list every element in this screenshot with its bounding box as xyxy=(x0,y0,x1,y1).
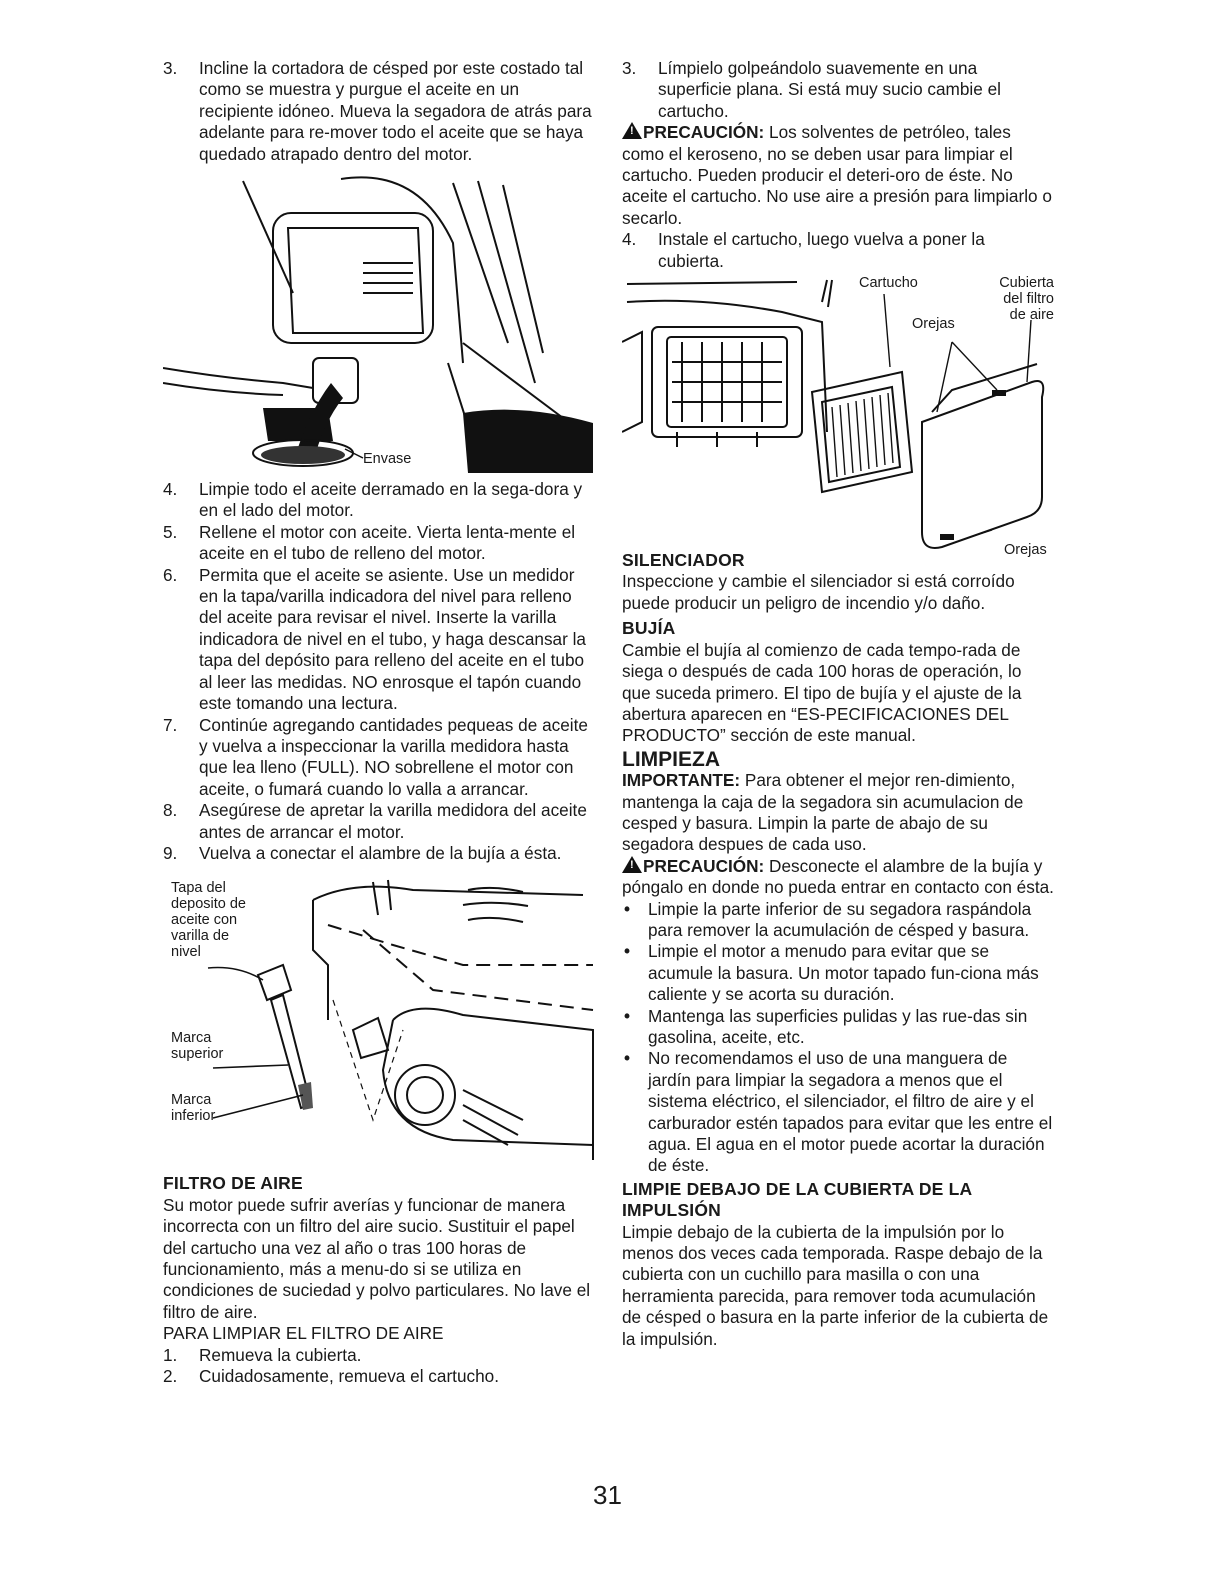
important-note: IMPORTANTE: Para obtener el mejor ren-dimiento, mantenga la caja de la segadora sin acumulacion de cesped y basura. Limpin la parte de abajo de su segadora despues de cada uso. xyxy=(622,770,1024,855)
oil-drain-drawing xyxy=(163,173,595,473)
label-air-filter-cover: Cubierta del filtro de aire xyxy=(999,275,1054,324)
step-item: 6. Permita que el aceite se asiente. Use un medidor en la tapa/varilla indicadora del nivel para relleno del aceite para revisar el nivel. Inserte la varilla indicadora de nivel en el tubo, y haga descansar la tapa del depósito para relleno del aceite en el tubo al leer las medidas. NO enrosque el tapón cuando este tomando una lectura. xyxy=(163,564,586,714)
air-filter-subheading: PARA LIMPIAR EL FILTRO DE AIRE xyxy=(163,1323,444,1344)
air-filter-text: Su motor puede sufrir averías y funcionar de manera incorrecta con un filtro del aire sucio. Sustituir el papel del cartucho una vez al año o tras 100 horas de funcionamiento, más a menu-do si se utiliza en condiciones de suciedad y polvo particulares. No lave el filtro de aire. xyxy=(163,1194,591,1322)
warning-icon xyxy=(622,122,642,139)
muffler-text: Inspeccione y cambie el silenciador si está corroído puede producir un peligro de incendio y/o daño. xyxy=(622,571,1015,613)
caution-disconnect: !PRECAUCIÓN: Desconecte el alambre de la bujía y póngalo en donde no pueda entrar en contacto con ésta. xyxy=(622,856,1054,899)
list-item: • Limpie el motor a menudo para evitar que se acumule la basura. Un motor tapado fun-ciona más caliente y se acorta su duración. xyxy=(624,941,1039,1005)
step-item: 1. Remueva la cubierta. xyxy=(163,1344,362,1365)
label-cartridge: Cartucho xyxy=(859,275,918,292)
list-item: • Limpie la parte inferior de su segadora raspándola para remover la acumulación de césped y basura. xyxy=(624,898,1032,940)
label-tabs-bottom: Orejas xyxy=(1004,542,1047,559)
label-lower-mark: Marca inferior xyxy=(171,1092,216,1125)
step-3-clean: 3. Límpielo golpeándolo suavemente en una superficie plana. Si está muy sucio cambie el cartucho. xyxy=(622,58,1001,121)
dipstick-illustration xyxy=(163,870,595,1170)
muffler-heading: SILENCIADOR xyxy=(622,550,745,571)
spark-plug-text: Cambie el bujía al comienzo de cada tempo-rada de siega o después de cada 100 horas de operación, lo que suceda primero. El tipo de bujía y el ajuste de la abertura aparecen en “ES-PECIFICACIONES DEL PRODUCTO” sección de este manual. xyxy=(622,639,1022,746)
label-upper-mark: Marca superior xyxy=(171,1030,224,1063)
steps-4-9 xyxy=(163,479,595,864)
spark-plug-section xyxy=(622,618,1054,746)
page-number: 31 xyxy=(593,1480,622,1510)
drive-cover-heading: LIMPIE DEBAJO DE LA CUBIERTA DE LA IMPULSIÓN xyxy=(622,1178,972,1221)
step-item: 8. Asegúrese de apretar la varilla medidora del aceite antes de arrancar el motor. xyxy=(163,800,587,842)
step-4-install: 4. Instale el cartucho, luego vuelva a poner la cubierta. xyxy=(622,229,985,271)
label-oil-cap: Tapa del deposito de aceite con varilla de nivel xyxy=(171,880,246,961)
air-filter-illustration xyxy=(622,272,1054,558)
step-item: 4. Limpie todo el aceite derramado en la sega-dora y en el lado del motor. xyxy=(163,479,583,521)
left-column xyxy=(163,58,595,1387)
drive-cover-section xyxy=(622,1179,1054,1350)
list-item: • No recomendamos el uso de una manguera de jardín para limpiar la segadora a menos que el sistema eléctrico, el silenciador, el filtro de aire y el carburador estén tapados para evitar que les entre el agua. El agua en el motor puede acortar la duración de éste. xyxy=(624,1048,1053,1176)
cleaning-section xyxy=(622,749,1054,1177)
step-3-tilt: 3. Incline la cortadora de césped por este costado tal como se muestra y purgue el aceite en un recipiente idóneo. Mueva la segadora de atrás para adelante para re-mover todo el aceite que se haya quedado atrapado dentro del motor. xyxy=(163,58,592,164)
right-column xyxy=(622,58,1054,1350)
label-tabs-top: Orejas xyxy=(912,316,955,333)
muffler-section xyxy=(622,550,1054,614)
oil-drain-illustration xyxy=(163,173,595,473)
air-filter-section xyxy=(163,1173,595,1387)
step-item: 5. Rellene el motor con aceite. Vierta lenta-mente el aceite en el tubo de relleno del motor. xyxy=(163,521,576,564)
list-item: • Mantenga las superficies pulidas y las rue-das sin gasolina, aceite, etc. xyxy=(624,1005,1028,1047)
air-filter-heading: FILTRO DE AIRE xyxy=(163,1173,303,1194)
cleaning-heading: LIMPIEZA xyxy=(622,747,720,771)
step-item: 2. Cuidadosamente, remueva el cartucho. xyxy=(163,1366,499,1386)
step-item: 9. Vuelva a conectar el alambre de la bujía a ésta. xyxy=(163,842,562,863)
drive-cover-text: Limpie debajo de la cubierta de la impulsión por lo menos dos veces cada temporada. Raspe debajo de la cubierta con un cuchillo para masilla o con una herramienta parecida, para remover toda acumulación de césped o basura en la parte inferior de la cubierta de la impulsión. xyxy=(622,1221,1049,1349)
caution-solvents: !PRECAUCIÓN: Los solventes de petróleo, tales como el keroseno, no se deben usar para limpiar el cartucho. Pueden producir el deteri-oro de éste. No aceite el cartucho. No use aire a presión para limpiarlo o secarlo. xyxy=(622,122,1054,229)
warning-icon xyxy=(622,856,642,873)
label-container: Envase xyxy=(363,451,412,468)
spark-plug-heading: BUJÍA xyxy=(622,618,676,639)
step-item: 7. Continúe agregando cantidades pequeas de aceite y vuelva a inspeccionar la varilla medidora hasta que lea lleno (FULL). NO sobrellene el motor con aceite, o fumará cuando lo valla a arrancar. xyxy=(163,714,588,799)
